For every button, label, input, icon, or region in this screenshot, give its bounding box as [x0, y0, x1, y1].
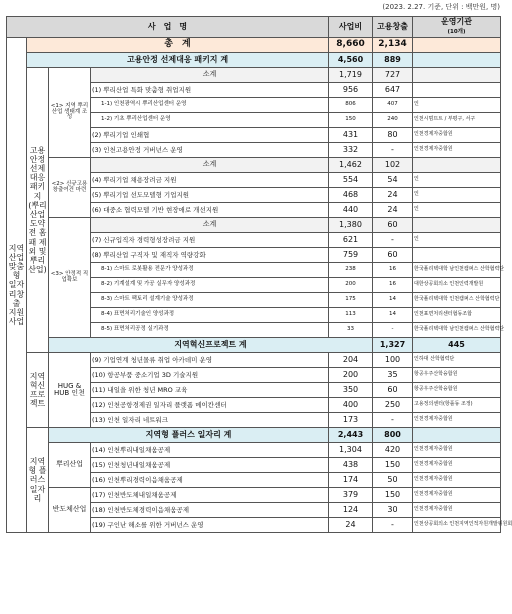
- group1-subtotal-org: [413, 68, 501, 83]
- item-name: (17) 인천반도체내일채움공제: [91, 488, 329, 503]
- header-operator: [413, 17, 501, 38]
- item-name: (13) 인천 일자리 네트워크: [91, 413, 329, 428]
- section2-row: [7, 338, 501, 353]
- item-budget: 554: [329, 173, 373, 188]
- item-org: 인천경제자중합원: [413, 503, 501, 518]
- item-name: 1-1) 인천광역시 뿌리산업센터 운영: [91, 98, 329, 113]
- program-side-label: 지역산업 맞춤형 일자리창출 지원사업: [7, 38, 27, 533]
- item-org: 인천경제자중합원: [413, 128, 501, 143]
- item-org: 대한상공회의소 인천인력개발원: [413, 278, 501, 293]
- group3-subtotal-label: 소계: [91, 218, 329, 233]
- group1-label: <1> 지역 뿌리산업 생태계 조성: [49, 68, 91, 158]
- item-budget: 350: [329, 383, 373, 398]
- item-budget: 113: [329, 308, 373, 323]
- item-budget: 400: [329, 398, 373, 413]
- item-budget: 1,304: [329, 443, 373, 458]
- group3-subtotal-employment: 60: [373, 218, 413, 233]
- header-employment: 고용창출: [373, 17, 413, 38]
- section1-row: [7, 53, 501, 68]
- group1-subtotal-label: 소계: [91, 68, 329, 83]
- item-org: 인천경제자중합원: [413, 458, 501, 473]
- item-org: [413, 248, 501, 263]
- item-employment: 407: [373, 98, 413, 113]
- item-org: 항공우주산학융합원: [413, 368, 501, 383]
- item-org: 항공우주산학융합원: [413, 383, 501, 398]
- item-employment: 30: [373, 503, 413, 518]
- item-employment: -: [373, 233, 413, 248]
- item-employment: 250: [373, 398, 413, 413]
- item-budget: 621: [329, 233, 373, 248]
- header-row: [7, 17, 501, 38]
- unit-note: (2023. 2.27. 기준, 단위 : 백만원, 명): [382, 3, 500, 11]
- item-employment: 24: [373, 203, 413, 218]
- group3-label: <3> 안정적 직업확보: [49, 218, 91, 338]
- item-budget: 332: [329, 143, 373, 158]
- item-name: (7) 신규입직자 경력형성장려금 지원: [91, 233, 329, 248]
- item-name: 8-1) 스마트 로봇활용 전문가 양성과정: [91, 263, 329, 278]
- header-operator-label: 운영기관: [441, 17, 472, 27]
- item-name: 8-4) 표면처리기술인 양성과정: [91, 308, 329, 323]
- total-employment: 2,134: [373, 38, 413, 53]
- item-employment: 35: [373, 368, 413, 383]
- item-name: 8-3) 스마트 팩토리 설계기술 양성과정: [91, 293, 329, 308]
- section3-group1-label: 뿌리산업: [49, 443, 91, 488]
- table-row: [7, 488, 501, 503]
- item-budget: 33: [329, 323, 373, 338]
- section2-title: 지역혁신프로젝트 계: [49, 338, 373, 353]
- item-org: 한국폴리텍대학 인천캠퍼스 산학협력단: [413, 293, 501, 308]
- group2-subtotal-employment: 102: [373, 158, 413, 173]
- item-org: 인: [413, 233, 501, 248]
- item-employment: 14: [373, 308, 413, 323]
- item-org: 인하대 산학협력단: [413, 353, 501, 368]
- item-employment: 420: [373, 443, 413, 458]
- item-org: 인천경제자중합원: [413, 488, 501, 503]
- item-org: 인천경제자중합원: [413, 443, 501, 458]
- item-org: 인: [413, 188, 501, 203]
- item-name: (14) 인천뿌리내일채움공제: [91, 443, 329, 458]
- item-employment: -: [373, 143, 413, 158]
- section2-employment: 445: [413, 338, 501, 353]
- item-employment: 16: [373, 263, 413, 278]
- item-name: (6) 대중소 협력모델 기반 현장애로 개선지원: [91, 203, 329, 218]
- section3-row: [7, 428, 501, 443]
- item-employment: 60: [373, 248, 413, 263]
- item-budget: 379: [329, 488, 373, 503]
- item-employment: 16: [373, 278, 413, 293]
- item-budget: 204: [329, 353, 373, 368]
- item-budget: 956: [329, 83, 373, 98]
- item-name: (5) 뿌리기업 선도모델형 기업지원: [91, 188, 329, 203]
- section2-side-label: 지역 혁신 프로 젝트: [27, 353, 49, 428]
- section3-org: [413, 428, 501, 443]
- section3-title: 지역형 플러스 일자리 계: [49, 428, 329, 443]
- item-name: (3) 인천고용안정 거버넌스 운영: [91, 143, 329, 158]
- item-budget: 238: [329, 263, 373, 278]
- total-org: [413, 38, 501, 53]
- item-org: 인: [413, 203, 501, 218]
- item-employment: -: [373, 413, 413, 428]
- item-employment: -: [373, 323, 413, 338]
- item-name: (19) 구인난 해소를 위한 거버넌스 운영: [91, 518, 329, 533]
- header-operator-sub: (10개): [447, 28, 466, 35]
- table-row: [7, 443, 501, 458]
- section1-side-label: 고용 안정 선제 대응 패키 지 (뿌리산업 도약전 홈패 제외 및 뿌리산업): [27, 68, 49, 353]
- item-name: 8-5) 표면처리공정 실기과정: [91, 323, 329, 338]
- item-org: 인천시멈뜨트 / 부평구, 서구: [413, 113, 501, 128]
- item-name: (10) 항공부품 중소기업 3D 기술지원: [91, 368, 329, 383]
- item-employment: 54: [373, 173, 413, 188]
- item-employment: 647: [373, 83, 413, 98]
- section1-budget: 4,560: [329, 53, 373, 68]
- group1-subtotal-budget: 1,719: [329, 68, 373, 83]
- item-name: 8-2) 기계설계 및 가공 실무자 양성과정: [91, 278, 329, 293]
- item-name: (2) 뿌리기업 인쇄협: [91, 128, 329, 143]
- group3-subtotal-org: [413, 218, 501, 233]
- item-employment: -: [373, 518, 413, 533]
- item-employment: 24: [373, 188, 413, 203]
- group1-subtotal-row: [7, 68, 501, 83]
- item-org: 한국폴리텍대학 남인천캠퍼스 산학협력단: [413, 263, 501, 278]
- item-org: 인천경제자중합원: [413, 413, 501, 428]
- item-budget: 200: [329, 278, 373, 293]
- item-budget: 200: [329, 368, 373, 383]
- item-org: 인: [413, 98, 501, 113]
- section3-employment: 800: [373, 428, 413, 443]
- group2-subtotal-org: [413, 158, 501, 173]
- section2-budget: 1,327: [373, 338, 413, 353]
- item-name: (18) 인천반도체경력이음채움공제: [91, 503, 329, 518]
- group2-subtotal-row: [7, 158, 501, 173]
- item-name: (15) 인천청년내일채움공제: [91, 458, 329, 473]
- total-row: [7, 38, 501, 53]
- item-budget: 806: [329, 98, 373, 113]
- item-org: [413, 83, 501, 98]
- group1-subtotal-employment: 727: [373, 68, 413, 83]
- item-budget: 175: [329, 293, 373, 308]
- group2-subtotal-label: 소계: [91, 158, 329, 173]
- item-employment: 14: [373, 293, 413, 308]
- item-budget: 173: [329, 413, 373, 428]
- item-name: (12) 인천공항경제권 일자리 플랫폼 메이칸센터: [91, 398, 329, 413]
- item-org: 인천상공회의소 인천지역인적자원개발위원회: [413, 518, 501, 533]
- header-business: 사 업 명: [7, 17, 329, 38]
- item-org: 인: [413, 173, 501, 188]
- group2-label: <2> 신규고용 창출여건 마련: [49, 158, 91, 218]
- group3-subtotal-budget: 1,380: [329, 218, 373, 233]
- section1-org: [413, 53, 501, 68]
- item-employment: 50: [373, 473, 413, 488]
- item-employment: 100: [373, 353, 413, 368]
- item-budget: 431: [329, 128, 373, 143]
- item-employment: 60: [373, 383, 413, 398]
- table-row: [7, 353, 501, 368]
- total-label: 총 계: [27, 38, 329, 53]
- section3-side-label: 지역형 플러스 일자리: [27, 428, 49, 533]
- item-budget: 438: [329, 458, 373, 473]
- item-name: (16) 인천뿌리경력이음채움공제: [91, 473, 329, 488]
- item-budget: 468: [329, 188, 373, 203]
- section1-employment: 889: [373, 53, 413, 68]
- item-org: 한국폴리텍대학 남인천캠퍼스 산학협력단: [413, 323, 501, 338]
- item-name: 1-2) 기초 뿌리산업센터 운영: [91, 113, 329, 128]
- item-name: (9) 기업연계 청년몰류 취업 아카데미 운영: [91, 353, 329, 368]
- section3-group2-label: 반도체산업: [49, 488, 91, 533]
- item-employment: 150: [373, 488, 413, 503]
- total-budget: 8,660: [329, 38, 373, 53]
- item-employment: 150: [373, 458, 413, 473]
- section1-title: 고용안정 선제대응 패키지 계: [27, 53, 329, 68]
- header-budget: 사업비: [329, 17, 373, 38]
- item-employment: 80: [373, 128, 413, 143]
- item-budget: 124: [329, 503, 373, 518]
- item-name: (4) 뿌리기업 채용장려금 지원: [91, 173, 329, 188]
- item-org: 고용정의센터(항플동 조정): [413, 398, 501, 413]
- item-budget: 440: [329, 203, 373, 218]
- item-name: (11) 내일을 위한 청년 MRO 교육: [91, 383, 329, 398]
- item-budget: 24: [329, 518, 373, 533]
- item-name: (8) 뿌리산업 구직자 및 재직자 역량강화: [91, 248, 329, 263]
- item-org: 인천경제자중합원: [413, 473, 501, 488]
- group2-subtotal-budget: 1,462: [329, 158, 373, 173]
- section2-group-label: HUG & HUB 인천: [49, 353, 91, 428]
- item-employment: 240: [373, 113, 413, 128]
- item-budget: 150: [329, 113, 373, 128]
- item-name: (1) 뿌리산업 특화 맞춤형 취업지원: [91, 83, 329, 98]
- group3-subtotal-row: [7, 218, 501, 233]
- item-org: 인천표면처리센터협동조합: [413, 308, 501, 323]
- section3-budget: 2,443: [329, 428, 373, 443]
- budget-table: [6, 16, 512, 533]
- item-budget: 759: [329, 248, 373, 263]
- item-org: 인천경제자중합원: [413, 143, 501, 158]
- item-budget: 174: [329, 473, 373, 488]
